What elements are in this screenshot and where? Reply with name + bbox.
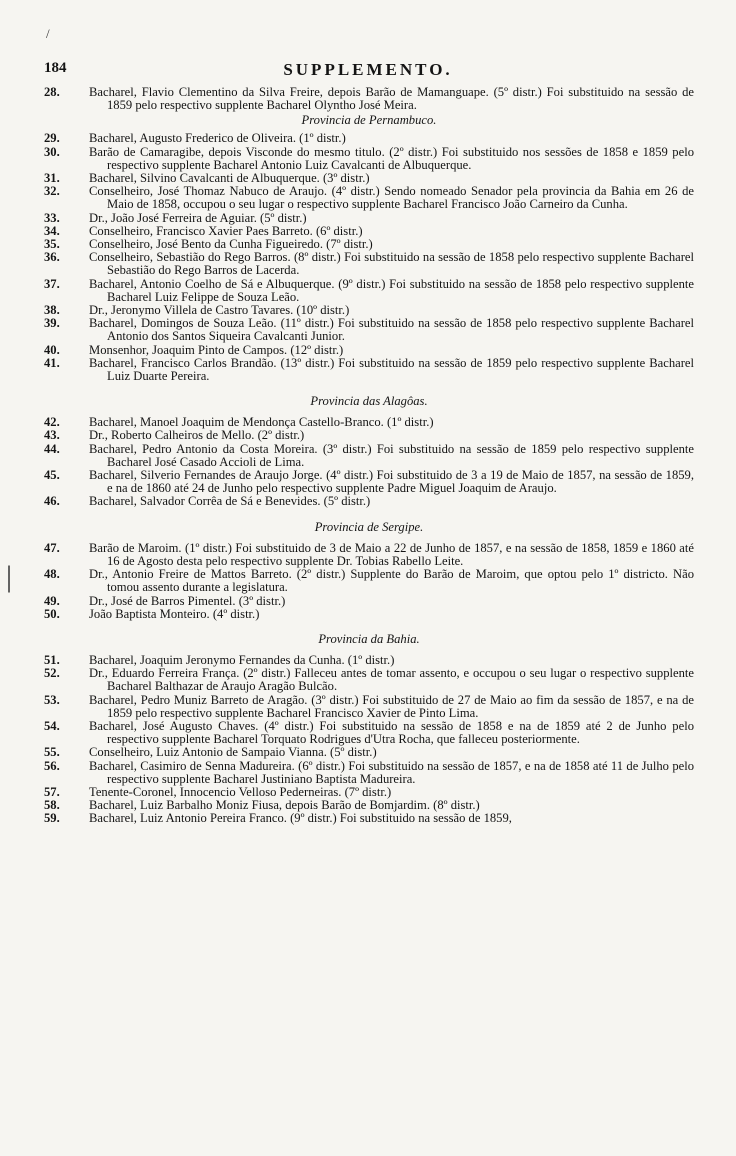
entry-text: Bacharel, Flavio Clementino da Silva Freire, depois Barão de Mamanguape. (5º distr.) Foi substituido na sessão de 1859 pelo respectivo supplente Bacharel Olyntho José Meira. <box>89 85 694 113</box>
entry-row <box>44 812 694 825</box>
entry-text: Bacharel, Francisco Carlos Brandão. (13º distr.) Foi substituido na sessão de 1859 pelo respectivo supplente Bacharel Luiz Duarte Pereira. <box>89 355 694 384</box>
section-heading: Provincia de Pernambuco. <box>301 113 437 128</box>
entry-row <box>44 667 694 693</box>
entry-number: 49. <box>44 593 60 608</box>
entry-text: Bacharel, Silvino Cavalcanti de Albuquerque. (3º distr.) <box>89 171 370 186</box>
entry-text: Bacharel, Salvador Corrêa de Sá e Benevides. (5º distr.) <box>89 494 371 509</box>
entry-text: Bacharel, Silverio Fernandes de Araujo Jorge. (4º distr.) Foi substituido de 3 a 19 de Maio de 1857, na sessão de 1859, e na de 1860 até 24 de Junho pelo respectivo supplente Padre Miguel Joaquim de Araujo. <box>89 468 694 496</box>
entry-number: 59. <box>44 811 60 826</box>
entry-text: Dr., Eduardo Ferreira França. (2º distr.) Falleceu antes de tomar assento, e occupou o seu lugar o respectivo supplente Bacharel Balthazar de Araujo Aragão Bulcão. <box>89 666 694 694</box>
entry-row <box>44 746 694 759</box>
entry-text: Bacharel, Antonio Coelho de Sá e Albuquerque. (9º distr.) Foi substituido na sessão de 1858 pelo respectivo supplente Bacharel Luiz Felippe de Souza Leão. <box>89 276 694 304</box>
entry-row <box>44 694 694 720</box>
entry-number: 43. <box>44 428 60 443</box>
entry-number: 31. <box>44 171 60 186</box>
entry-text: Conselheiro, José Bento da Cunha Figueiredo. (7º distr.) <box>89 237 373 252</box>
entry-text: Dr., Antonio Freire de Mattos Barreto. (2º distr.) Supplente do Barão de Maroim, que optou pelo 1º districto. Não tomou assento durante a legislatura. <box>89 567 694 595</box>
entry-number: 30. <box>44 144 60 159</box>
entry-text: Dr., João José Ferreira de Aguiar. (5º distr.) <box>89 210 307 225</box>
entry-number: 28. <box>44 85 60 99</box>
page-number: 184 <box>44 60 67 76</box>
entry-number: 58. <box>44 798 60 813</box>
document-body <box>44 86 694 826</box>
entry-number: 40. <box>44 342 60 357</box>
entry-number: 39. <box>44 316 60 331</box>
entry-number: 57. <box>44 784 60 799</box>
section-heading: Provincia das Alagôas. <box>310 394 428 409</box>
entry-number: 52. <box>44 666 60 681</box>
entry-text: Bacharel, Domingos de Souza Leão. (11º distr.) Foi substituido na sessão de 1858 pelo respectivo supplente Bacharel Antonio dos Santos Siqueira Cavalcanti Junior. <box>89 316 694 344</box>
entry-text: Barão de Camaragibe, depois Visconde do mesmo titulo. (2º distr.) Foi substituido nos sessões de 1858 e 1859 pelo respectivo supplente Bacharel Antonio Luiz Cavalcanti de Albuquerque. <box>89 144 694 172</box>
entry-number: 46. <box>44 494 60 509</box>
page-header <box>0 60 736 84</box>
entry-text: Barão de Maroim. (1º distr.) Foi substituido de 3 de Maio a 22 de Junho de 1857, e na sessão de 1858, 1859 e 1860 até 16 de Agosto desta pelo respectivo supplente Dr. Tobias Rabello Leite. <box>89 540 694 568</box>
entry-number: 41. <box>44 355 60 370</box>
entry-number: 45. <box>44 468 60 483</box>
entry-row <box>44 317 694 343</box>
entry-row <box>44 344 694 357</box>
entry-row <box>44 595 694 608</box>
entry-row <box>44 720 694 746</box>
entry-text: João Baptista Monteiro. (4º distr.) <box>89 606 260 621</box>
entry-number: 54. <box>44 718 60 733</box>
entry-text: Dr., José de Barros Pimentel. (3º distr.) <box>89 593 286 608</box>
entry-row <box>44 469 694 495</box>
entry-text: Monsenhor, Joaquim Pinto de Campos. (12º distr.) <box>89 342 344 357</box>
entry-text: Bacharel, Pedro Muniz Barreto de Aragão. (3º distr.) Foi substituido de 27 de Maio ao fim da sessão de 1857, e na de 1859 pelo respectivo supplente Bacharel Francisco Xavier de Pinto Lima. <box>89 692 694 720</box>
entry-text: Conselheiro, Francisco Xavier Paes Barreto. (6º distr.) <box>89 223 363 238</box>
margin-mark: / <box>46 26 50 41</box>
entry-number: 55. <box>44 745 60 760</box>
entry-row <box>44 132 694 145</box>
section-heading: Provincia de Sergipe. <box>314 519 424 534</box>
entry-row <box>44 357 694 383</box>
entry-row <box>44 568 694 594</box>
entry-text: Conselheiro, José Thomaz Nabuco de Araujo. (4º distr.) Sendo nomeado Senador pela provincia da Bahia em 26 de Maio de 1858, occupou o seu lugar o respectivo supplente Bacharel Francisco João Carneiro da Cunha. <box>89 184 694 212</box>
entry-text: Conselheiro, Sebastião do Rego Barros. (8º distr.) Foi substituido na sessão de 1858 pelo respectivo supplente Bacharel Sebastião do Rego Barros de Lacerda. <box>89 250 694 278</box>
entry-number: 56. <box>44 758 60 773</box>
entry-text: Bacharel, Augusto Frederico de Oliveira. (1º distr.) <box>89 131 346 146</box>
entry-number: 48. <box>44 567 60 582</box>
entry-row <box>44 251 694 277</box>
entry-text: Bacharel, Luiz Antonio Pereira Franco. (9º distr.) Foi substituido na sessão de 1859, <box>89 811 512 826</box>
entry-number: 33. <box>44 210 60 225</box>
entry-number: 29. <box>44 131 60 146</box>
entry-text: Bacharel, Pedro Antonio da Costa Moreira. (3º distr.) Foi substituido na sessão de 1859 pelo respectivo supplente Bacharel José Casado Accioli de Lima. <box>89 441 694 469</box>
entry-number: 36. <box>44 250 60 265</box>
entry-text: Bacharel, Joaquim Jeronymo Fernandes da Cunha. (1º distr.) <box>89 652 395 667</box>
entry-row <box>44 542 694 568</box>
entry-text: Bacharel, Luiz Barbalho Moniz Fiusa, depois Barão de Bomjardim. (8º distr.) <box>89 798 480 813</box>
entry-text: Bacharel, Casimiro de Senna Madureira. (6º distr.) Foi substituido na sessão de 1857, e na de 1858 até 11 de Julho pelo respectivo supplente Bacharel Justiniano Baptista Madureira. <box>89 758 694 786</box>
entry-number: 38. <box>44 303 60 318</box>
entry-row <box>44 146 694 172</box>
entry-number: 53. <box>44 692 60 707</box>
entry-number: 47. <box>44 540 60 555</box>
entry-number: 51. <box>44 652 60 667</box>
entry-number: 34. <box>44 223 60 238</box>
entry-text: Conselheiro, Luiz Antonio de Sampaio Vianna. (5º distr.) <box>89 745 377 760</box>
entry-number: 44. <box>44 441 60 456</box>
entry-row <box>44 86 694 112</box>
entry-text: Bacharel, Manoel Joaquim de Mendonça Castello-Branco. (1º distr.) <box>89 415 434 430</box>
entry-row <box>44 185 694 211</box>
entry-row <box>44 278 694 304</box>
entry-row <box>44 212 694 225</box>
entry-row <box>44 495 694 508</box>
entry-number: 42. <box>44 415 60 430</box>
entry-text: Dr., Roberto Calheiros de Mello. (2º distr.) <box>89 428 305 443</box>
entry-row <box>44 429 694 442</box>
entry-row <box>44 443 694 469</box>
section-heading: Provincia da Bahia. <box>318 631 420 646</box>
entry-text: Bacharel, José Augusto Chaves. (4º distr.) Foi substituido na sessão de 1858 e na de 1859 até 2 de Junho pelo respectivo supplente Bacharel Torquato Rodrigues d'Utra Rocha, que falleceu posteriormente. <box>89 718 694 747</box>
entry-number: 50. <box>44 606 60 621</box>
entry-number: 35. <box>44 237 60 252</box>
entry-text: Dr., Jeronymo Villela de Castro Tavares. (10º distr.) <box>89 303 350 318</box>
entry-number: 32. <box>44 184 60 199</box>
entry-row <box>44 760 694 786</box>
entry-row <box>44 608 694 621</box>
margin-side-mark: | <box>6 560 13 593</box>
entry-text: Tenente-Coronel, Innocencio Velloso Pederneiras. (7º distr.) <box>89 784 392 799</box>
running-title: SUPPLEMENTO. <box>283 60 453 79</box>
entry-number: 37. <box>44 276 60 291</box>
